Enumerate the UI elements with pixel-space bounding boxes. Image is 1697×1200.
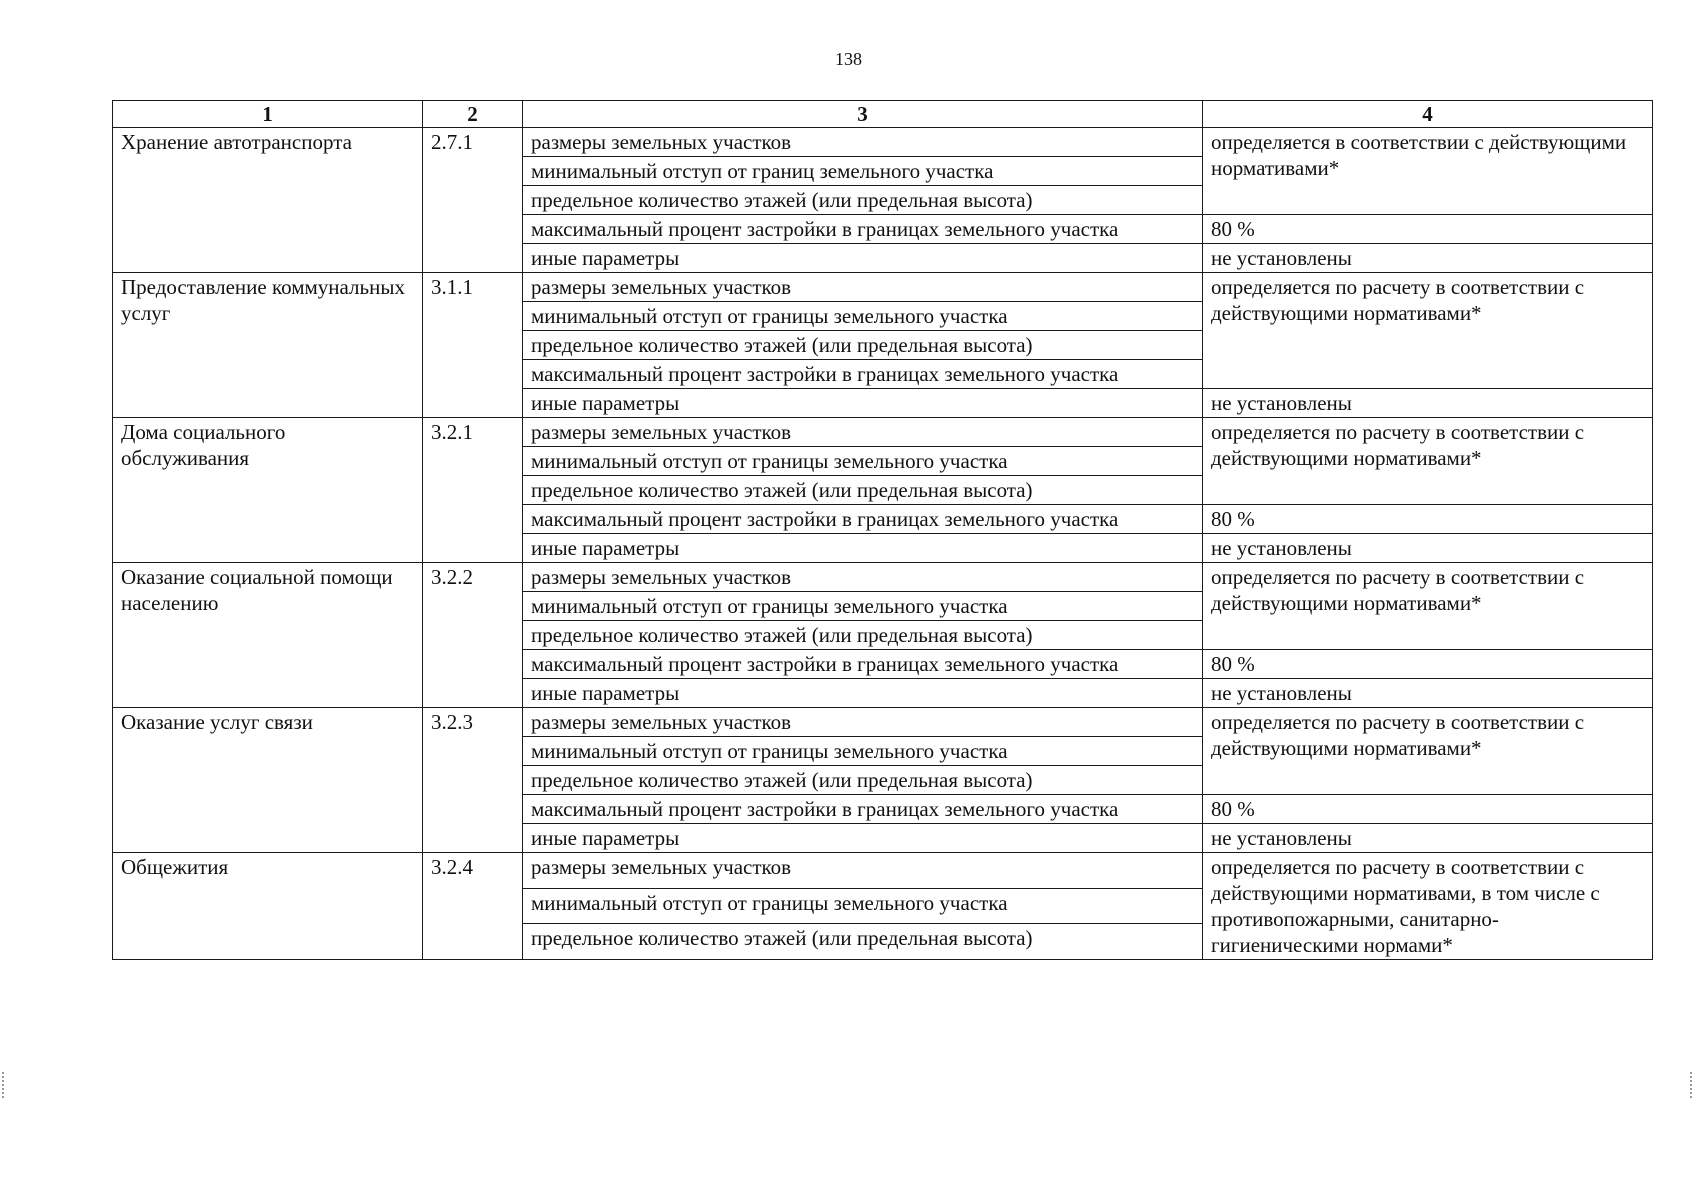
- param-cell: максимальный процент застройки в границах земельного участка: [523, 650, 1203, 679]
- param-cell: размеры земельных участков: [523, 128, 1203, 157]
- param-cell: минимальный отступ от границ земельного участка: [523, 157, 1203, 186]
- param-cell: минимальный отступ от границы земельного участка: [523, 592, 1203, 621]
- param-cell: предельное количество этажей (или предельная высота): [523, 924, 1203, 960]
- param-cell: иные параметры: [523, 679, 1203, 708]
- param-cell: иные параметры: [523, 389, 1203, 418]
- param-cell: максимальный процент застройки в границах земельного участка: [523, 360, 1203, 389]
- table-row: [113, 418, 1653, 447]
- table-row: [113, 853, 1653, 889]
- value-cell: 80 %: [1203, 215, 1653, 244]
- value-cell: определяется по расчету в соответствии с действующими нормативами*: [1203, 418, 1653, 505]
- regulations-table: [112, 100, 1653, 960]
- use-name: Оказание услуг связи: [113, 708, 423, 853]
- param-cell: предельное количество этажей (или предельная высота): [523, 186, 1203, 215]
- param-cell: предельное количество этажей (или предельная высота): [523, 476, 1203, 505]
- use-code: 3.1.1: [423, 273, 523, 418]
- use-code: 3.2.3: [423, 708, 523, 853]
- value-cell: определяется по расчету в соответствии с действующими нормативами*: [1203, 708, 1653, 795]
- scan-edge-mark-right: [1690, 1072, 1694, 1098]
- param-cell: иные параметры: [523, 534, 1203, 563]
- param-cell: минимальный отступ от границы земельного участка: [523, 888, 1203, 924]
- value-cell: не установлены: [1203, 389, 1653, 418]
- value-cell: не установлены: [1203, 824, 1653, 853]
- param-cell: размеры земельных участков: [523, 273, 1203, 302]
- param-cell: размеры земельных участков: [523, 418, 1203, 447]
- value-cell: определяется в соответствии с действующими нормативами*: [1203, 128, 1653, 215]
- value-cell: не установлены: [1203, 244, 1653, 273]
- param-cell: максимальный процент застройки в границах земельного участка: [523, 505, 1203, 534]
- header-col-1: 1: [113, 101, 423, 128]
- param-cell: размеры земельных участков: [523, 708, 1203, 737]
- param-cell: предельное количество этажей (или предельная высота): [523, 621, 1203, 650]
- use-name: Общежития: [113, 853, 423, 960]
- use-code: 3.2.2: [423, 563, 523, 708]
- param-cell: предельное количество этажей (или предельная высота): [523, 766, 1203, 795]
- value-cell: 80 %: [1203, 505, 1653, 534]
- use-code: 2.7.1: [423, 128, 523, 273]
- scan-edge-mark-left: [2, 1072, 6, 1098]
- use-name: Оказание социальной помощи населению: [113, 563, 423, 708]
- param-cell: иные параметры: [523, 824, 1203, 853]
- param-cell: максимальный процент застройки в границах земельного участка: [523, 795, 1203, 824]
- param-cell: минимальный отступ от границы земельного участка: [523, 447, 1203, 476]
- header-col-4: 4: [1203, 101, 1653, 128]
- header-col-3: 3: [523, 101, 1203, 128]
- param-cell: минимальный отступ от границы земельного участка: [523, 737, 1203, 766]
- param-cell: минимальный отступ от границы земельного участка: [523, 302, 1203, 331]
- table-row: [113, 563, 1653, 592]
- param-cell: размеры земельных участков: [523, 853, 1203, 889]
- page-number: 138: [835, 49, 862, 69]
- table-row: [113, 273, 1653, 302]
- header-col-2: 2: [423, 101, 523, 128]
- use-code: 3.2.1: [423, 418, 523, 563]
- use-name: Дома социального обслуживания: [113, 418, 423, 563]
- value-cell: 80 %: [1203, 650, 1653, 679]
- use-name: Хранение автотранспорта: [113, 128, 423, 273]
- value-cell: не установлены: [1203, 679, 1653, 708]
- param-cell: размеры земельных участков: [523, 563, 1203, 592]
- header-row: [113, 101, 1653, 128]
- value-cell: 80 %: [1203, 795, 1653, 824]
- value-cell: определяется по расчету в соответствии с действующими нормативами, в том числе с противопожарными, санитарно-гигиеническими нормами*: [1203, 853, 1653, 960]
- use-code: 3.2.4: [423, 853, 523, 960]
- param-cell: предельное количество этажей (или предельная высота): [523, 331, 1203, 360]
- param-cell: иные параметры: [523, 244, 1203, 273]
- value-cell: определяется по расчету в соответствии с действующими нормативами*: [1203, 563, 1653, 650]
- table-row: [113, 128, 1653, 157]
- param-cell: максимальный процент застройки в границах земельного участка: [523, 215, 1203, 244]
- use-name: Предоставление коммунальных услуг: [113, 273, 423, 418]
- value-cell: определяется по расчету в соответствии с действующими нормативами*: [1203, 273, 1653, 389]
- value-cell: не установлены: [1203, 534, 1653, 563]
- table-row: [113, 708, 1653, 737]
